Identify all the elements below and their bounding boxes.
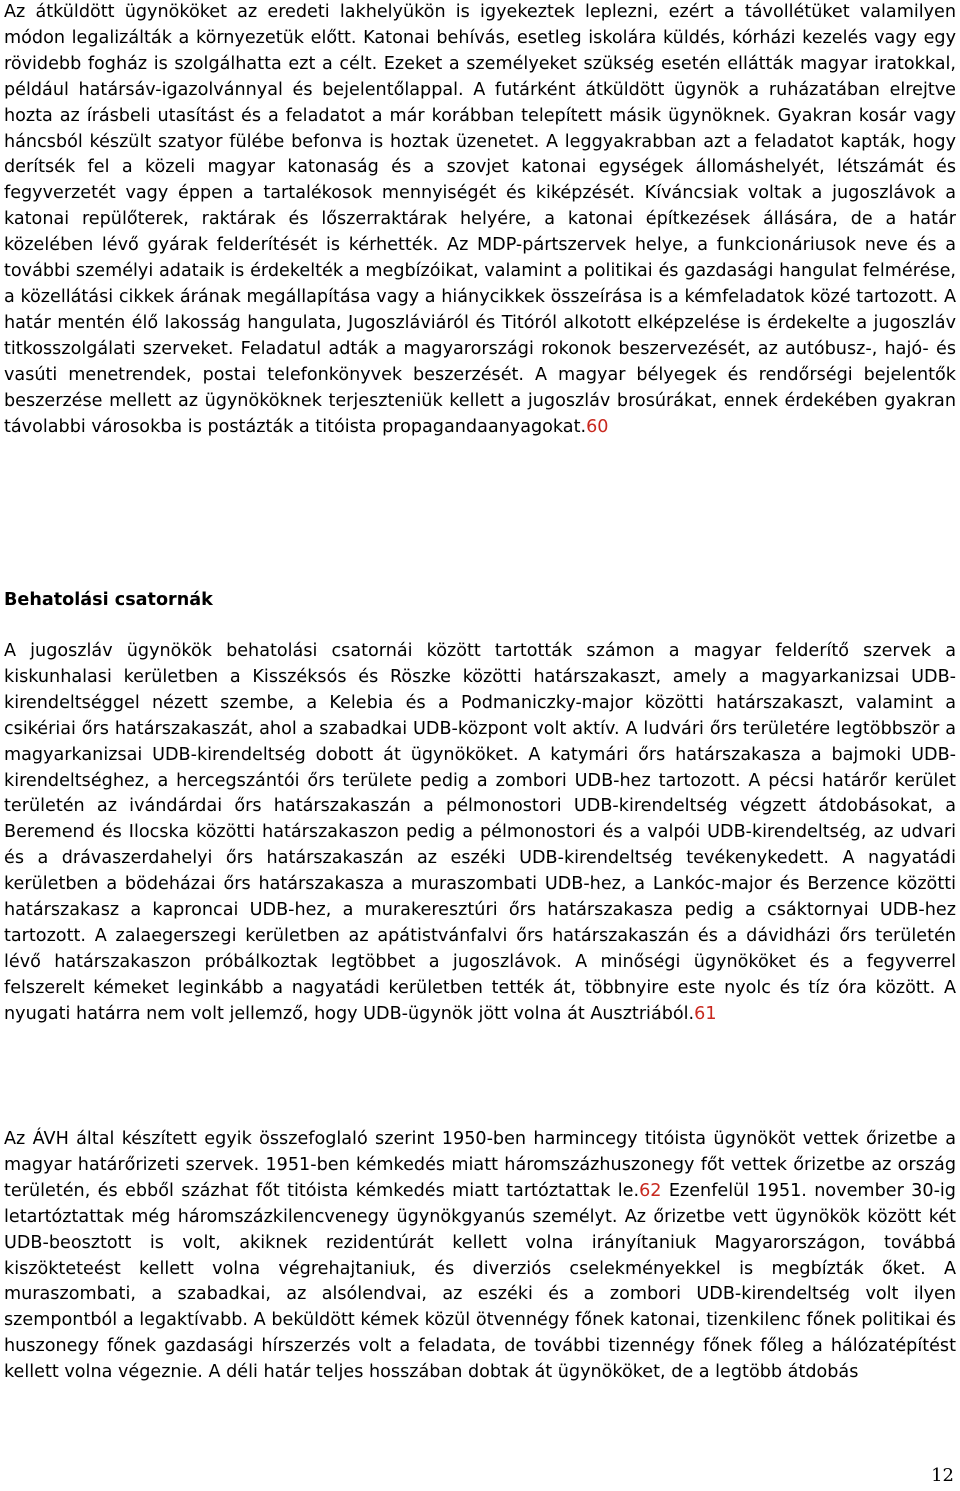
footnote-link[interactable]: 62 xyxy=(639,1180,662,1201)
paragraph-text: Ezenfelül 1951. november 30-ig letartóztattak még háromszázkilencvenegy ügynökgyanús személyt. Az őrizetbe vett ügynökök között két UDB-beosztott is volt, akiknek rezidentúrát kellett volna irányítaniuk Magyarországon, továbbá kiszökteteést kellett volna végrehajtaniuk, és diverziós cselekményekkel is megbízták őket. A muraszombati, a szabadkai, az alsólendvai, az eszéki és a zombori UDB-kirendeltség volt ilyen szempontból a legaktívabb. A beküldött kémek közül ötvennégy főnek katonai, tizenkilenc főnek politikai és huszonegy főnek gazdasági hírszerzés volt a feladata, de további tizennégy főnek főleg a hálózatépítést kellett volna végeznie. A déli határ teljes hosszában dobtak át ügynököket, de a legtöbb átdobás xyxy=(4,1180,956,1383)
paragraph-text: A jugoszláv ügynökök behatolási csatornái között tartották számon a magyar felderítő szervek a kiskunhalasi kerületben a Kisszéksós és Röszke közötti határszakaszt, amely a magyarkanizsai UDB-kirendeltséggel nézett szembe, a Kelebia és a Podmaniczky-major közötti határszakaszt, valamint a csikériai őrs határszakaszát, ahol a szabadkai UDB-központ volt aktív. A ludvári őrs területére legtöbbször a magyarkanizsai UDB-kirendeltség dobott át ügynököket. A katymári őrs határszakasza a bajmoki UDB-kirendeltséghez, a hercegszántói őrs területe pedig a zombori UDB-hez tartozott. A pécsi határőr kerület területén az ivándárdai őrs határszakaszán a pélmonostori UDB-kirendeltség végzett átdobásokat, a Beremend és Ilocska közötti határszakaszon pedig a pélmonostori és a valpói UDB-kirendeltség, az udvari és a drávaszerdahelyi őrs határszakaszán az eszéki UDB-kirendeltség tevékenykedett. A nagyatádi kerületben a bödeházai őrs határszakasza a muraszombati UDB-hez, a Lankóc-major és Berzence közötti határszakasz a kaproncai UDB-hez, a murakeresztúri őrs határszakasza pedig a csáktornyai UDB-hez tartozott. A zalaegerszegi kerületben az apátistvánfalvi őrs határszakaszán és a dávidházi őrs területén lévő határszakaszon próbálkoztak legtöbbet a jugoszlávok. A minőségi ügynököket és a fegyverrel felszerelt kémeket leginkább a nagyatádi kerületben tették át, többnyire este nyolc és tíz óra között. A nyugati határra nem volt jellemző, hogy UDB-ügynök jött volna át Ausztriából. xyxy=(4,641,956,1024)
paragraph xyxy=(4,0,956,440)
footnote-link[interactable]: 60 xyxy=(586,416,609,437)
page-number: 12 xyxy=(931,1465,954,1486)
paragraph xyxy=(4,639,956,1028)
footnote-link[interactable]: 61 xyxy=(694,1003,717,1024)
section-heading: Behatolási csatornák xyxy=(4,590,213,610)
paragraph xyxy=(4,1127,956,1386)
paragraph-text: Az ÁVH által készített egyik összefoglaló szerint 1950-ben harmincegy titóista ügynököt vettek őrizetbe a magyar határőrizeti szervek. 1951-ben kémkedés miatt háromszázhuszonegy főt vettek őrizetbe az ország területén, és ebből százhat főt titóista kémkedés miatt tartóztattak le. xyxy=(4,1129,956,1201)
paragraph-text: Az átküldött ügynököket az eredeti lakhelyükön is igyekeztek leplezni, ezért a távollétüket valamilyen módon legalizálták a környezetük előtt. Katonai behívás, esetleg iskolára küldés, kórházi kezelés vagy egy rövidebb fogház is szolgálhatta ezt a célt. Ezeket a személyeket szükség esetén ellátták magyar iratokkal, például határsáv-igazolvánnyal és bejelentőlappal. A futárként átküldött ügynök a ruházatában elrejtve hozta az írásbeli utasítást és a feladatot a már korábban telepített másik ügynöknek. Gyakran kosár vagy háncsból készült szatyor fülébe befonva is hoztak üzenetet. A leggyakrabban azt a feladatot kapták, hogy derítsék fel a közeli magyar katonaság és a szovjet katonai egységek állomáshelyét, létszámát és fegyverzetét vagy éppen a tartalékosok mennyiségét és kiképzését. Kíváncsiak voltak a jugoszlávok a katonai repülőterek, raktárak és lőszerraktárak helyére, a katonai építkezések állására, de a határ közelében lévő gyárak felderítését is kérhették. Az MDP-pártszervek helye, a funkcionáriusok neve és a további személyi adataik is érdekelték a megbízóikat, valamint a politikai és gazdasági hangulat felmérése, a közellátási cikkek árának megállapítása vagy a hiánycikkek összeírása is a kémfeladatok közé tartozott. A határ mentén élő lakosság hangulata, Jugoszláviáról és Titóról alkotott elképzelése is érdekelte a jugoszláv titkosszolgálati szerveket. Feladatul adták a magyarországi rokonok beszervezését, az autóbusz-, hajó- és vasúti menetrendek, postai telefonkönyvek beszerzését. A magyar bélyegek és rendőrségi bejelentők beszerzése mellett az ügynököknek terjeszteniük kellett a jugoszláv brosúrákat, ennek érdekében gyakran távolabbi városokba is postázták a titóista propagandaanyagokat. xyxy=(4,2,956,437)
